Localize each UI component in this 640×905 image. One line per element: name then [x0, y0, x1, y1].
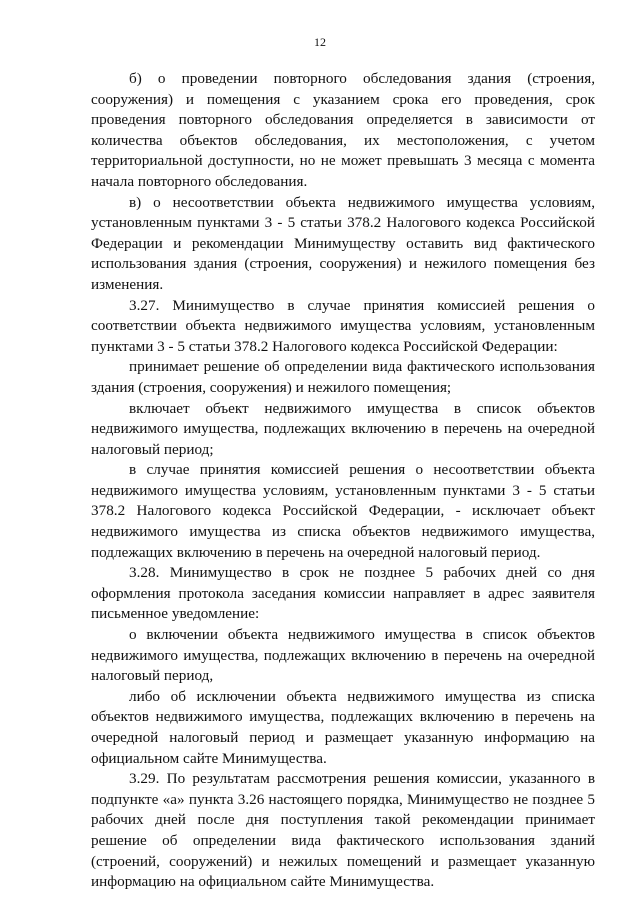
page-number: 12	[314, 35, 326, 49]
paragraph-3-27-decision: принимает решение об определении вида фактического использования здания (строения, сооружения) и нежилого помещения;	[91, 358, 595, 396]
paragraph-3-28: 3.28. Минимущество в срок не позднее 5 рабочих дней со дня оформления протокола заседания комиссии направляет в адрес заявителя письменное уведомление:	[91, 564, 595, 623]
document-body	[91, 69, 595, 893]
paragraph-3-27-exclude: в случае принятия комиссией решения о несоответствии объекта недвижимого имущества условиям, установленным пунктами 3 - 5 статьи 378.2 Налогового кодекса Российской Федерации, - исключает объект недвижимого имущества из списка объектов недвижимого имущества, подлежащих включению в перечень на очередной налоговый период.	[91, 461, 595, 561]
paragraph-3-27: 3.27. Минимущество в случае принятия комиссией решения о соответствии объекта недвижимого имущества условиям, установленным пунктами 3 - 5 статьи 378.2 Налогового кодекса Российской Федерации:	[91, 296, 595, 355]
paragraph-3-29: 3.29. По результатам рассмотрения решения комиссии, указанного в подпункте «а» пункта 3.26 настоящего порядка, Минимущество не позднее 5 рабочих дней после дня поступления такой рекомендации принимает решение об определении вида фактического использования зданий (строений, сооружений) и нежилых помещений и размещает указанную информацию на официальном сайте Минимущества.	[91, 770, 595, 891]
paragraph-3-28-inclusion: о включении объекта недвижимого имущества в список объектов недвижимого имущества, подлежащих включению в перечень на очередной налоговый период,	[91, 626, 595, 685]
paragraph-3-28-exclusion: либо об исключении объекта недвижимого имущества из списка объектов недвижимого имущества, подлежащих включению в перечень на очередной налоговый период и размещает указанную информацию на официальном сайте Минимущества.	[91, 687, 595, 767]
paragraph-3-27-include: включает объект недвижимого имущества в список объектов недвижимого имущества, подлежащих включению в перечень на очередной налоговый период;	[91, 399, 595, 458]
paragraph-item-v: в) о несоответствии объекта недвижимого имущества условиям, установленным пунктами 3 - 5 статьи 378.2 Налогового кодекса Российской Федерации и рекомендации Минимуществу оставить вид фактического использования здания (строения, сооружения) и нежилого помещения без изменения.	[91, 193, 595, 293]
paragraph-item-b: б) о проведении повторного обследования здания (строения, сооружения) и помещения с указанием срока его проведения, срок проведения повторного обследования определяется в зависимости от количества объектов обследования, их местоположения, с учетом территориальной доступности, но не может превышать 3 месяца с момента начала повторного обследования.	[91, 70, 595, 190]
